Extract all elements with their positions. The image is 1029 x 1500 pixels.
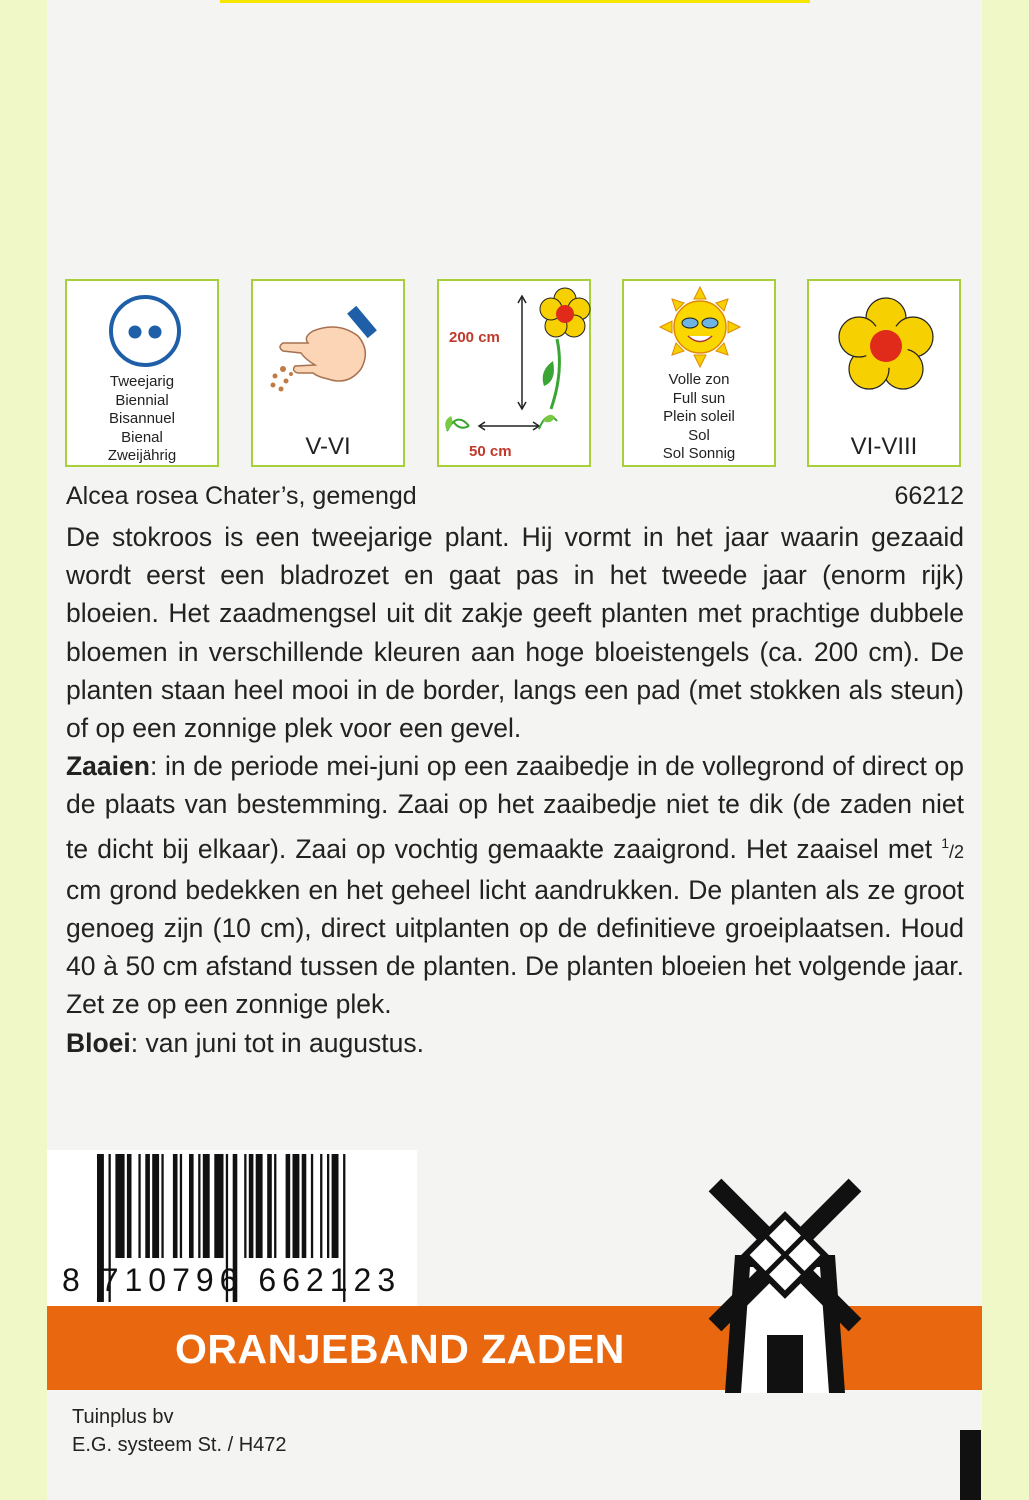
barcode-bar [274, 1154, 276, 1258]
sowing-months: V-VI [305, 433, 351, 460]
sun-icon-box [622, 279, 776, 467]
barcode-bar [244, 1154, 246, 1258]
barcode-bar [115, 1154, 124, 1258]
brand-name: ORANJEBAND ZADEN [175, 1326, 625, 1372]
bloom-paragraph [66, 1024, 964, 1062]
company-info [72, 1403, 287, 1459]
product-code: 66212 [894, 482, 964, 510]
biennial-labels [67, 373, 217, 466]
sun-icon [624, 281, 778, 381]
bloom-label: Bloei [66, 1027, 131, 1058]
bloom-icon-box [807, 279, 961, 467]
biennial-icon-box [65, 279, 219, 467]
sowing-hand-icon [253, 281, 407, 421]
barcode-bar [332, 1154, 339, 1258]
sun-label-fr: Plein soleil [663, 408, 735, 425]
windmill-logo [695, 1175, 875, 1395]
barcode-bar [327, 1154, 329, 1258]
barcode-bar [138, 1154, 140, 1258]
barcode-number: 8 710796 662123 [62, 1262, 402, 1298]
size-icon-box [437, 279, 591, 467]
barcode-bar [198, 1154, 200, 1258]
sun-label-en: Full sun [672, 389, 726, 407]
barcode-bar [293, 1154, 300, 1258]
bloom-months: VI-VIII [850, 433, 918, 460]
barcode-bar [249, 1154, 254, 1258]
barcode-bar [180, 1154, 182, 1258]
barcode-bar [286, 1154, 291, 1258]
barcode-bar [302, 1154, 307, 1258]
sun-label-es: Sol [688, 426, 710, 444]
biennial-label-fr: Bisannuel [109, 410, 175, 427]
description-text: De stokroos is een tweejarige plant. Hij vormt in het jaar waarin gezaaid wordt eerst een bladrozet en gaat pas in het tweede jaar (enorm rijk) bloeien. Het zaadmengsel uit dit zakje geeft planten met prachtige dubbele bloemen in verschillende kleuren aan hoge bloeistengels (ca. 200 cm). De planten staan heel mooi in de border, langs een pad (met stokken als steun) of op een zonnige plek voor een gevel. [66, 522, 964, 744]
description-block [66, 518, 964, 1062]
barcode-bar [127, 1154, 132, 1258]
barcode-bar [161, 1154, 163, 1258]
biennial-icon [67, 281, 221, 381]
sowing-icon-box [251, 279, 405, 467]
plant-width-label: 50 cm [469, 443, 512, 460]
product-title-row [66, 482, 964, 511]
sowing-label: Zaaien [66, 751, 150, 782]
barcode-bar [267, 1154, 272, 1258]
company-name: Tuinplus bv [72, 1406, 174, 1428]
bloom-text: : van juni tot in augustus. [130, 1027, 424, 1058]
flower-icon [809, 281, 963, 421]
biennial-label-es: Bienal [121, 428, 163, 446]
barcode-bar [320, 1154, 322, 1258]
sowing-paragraph [66, 747, 964, 1023]
biennial-label-de: Zweijährig [107, 447, 177, 464]
barcode-bar [214, 1154, 223, 1258]
barcode-bar [145, 1154, 150, 1258]
top-yellow-bar [220, 0, 810, 3]
barcode-bar [311, 1154, 313, 1258]
sun-labels [624, 371, 774, 464]
right-stripe [982, 0, 1029, 1500]
certification: E.G. systeem St. / H472 [72, 1434, 287, 1456]
product-title: Alcea rosea Chater’s, gemengd [66, 482, 417, 510]
barcode-bar [203, 1154, 210, 1258]
biennial-label-en: Biennial [115, 391, 169, 409]
left-stripe [0, 0, 47, 1500]
barcode-bar [152, 1154, 159, 1258]
plant-height-label: 200 cm [449, 329, 500, 346]
sun-label-nl: Volle zon [668, 371, 730, 388]
barcode-bar [173, 1154, 178, 1258]
print-mark [960, 1430, 981, 1500]
plant-size-icon [439, 281, 593, 469]
sowing-frac-num: 1 [941, 834, 949, 851]
barcode-bar [189, 1154, 194, 1258]
biennial-label-nl: Tweejarig [109, 373, 175, 390]
sowing-text-a: : in de periode mei-juni op een zaaibedje in de vollegrond of direct op de plaats van bestemming. Zaai op het zaaibedje niet te dik (de zaden niet te dicht bij elkaar). Zaai op vochtig gemaakte zaaigrond. Het zaaisel met [66, 751, 964, 864]
sun-label-de: Sol Sonnig [662, 445, 736, 462]
barcode-bar [256, 1154, 263, 1258]
sowing-text-b: cm grond bedekken en het geheel licht aandrukken. De planten als ze groot genoeg zijn (10 cm), direct uitplanten op de definitieve groeiplaatsen. Houd 40 à 50 cm afstand tussen de planten. De planten bloeien het volgende jaar. Zet ze op een zonnige plek. [66, 874, 964, 1020]
sowing-frac-den: /2 [948, 841, 964, 862]
